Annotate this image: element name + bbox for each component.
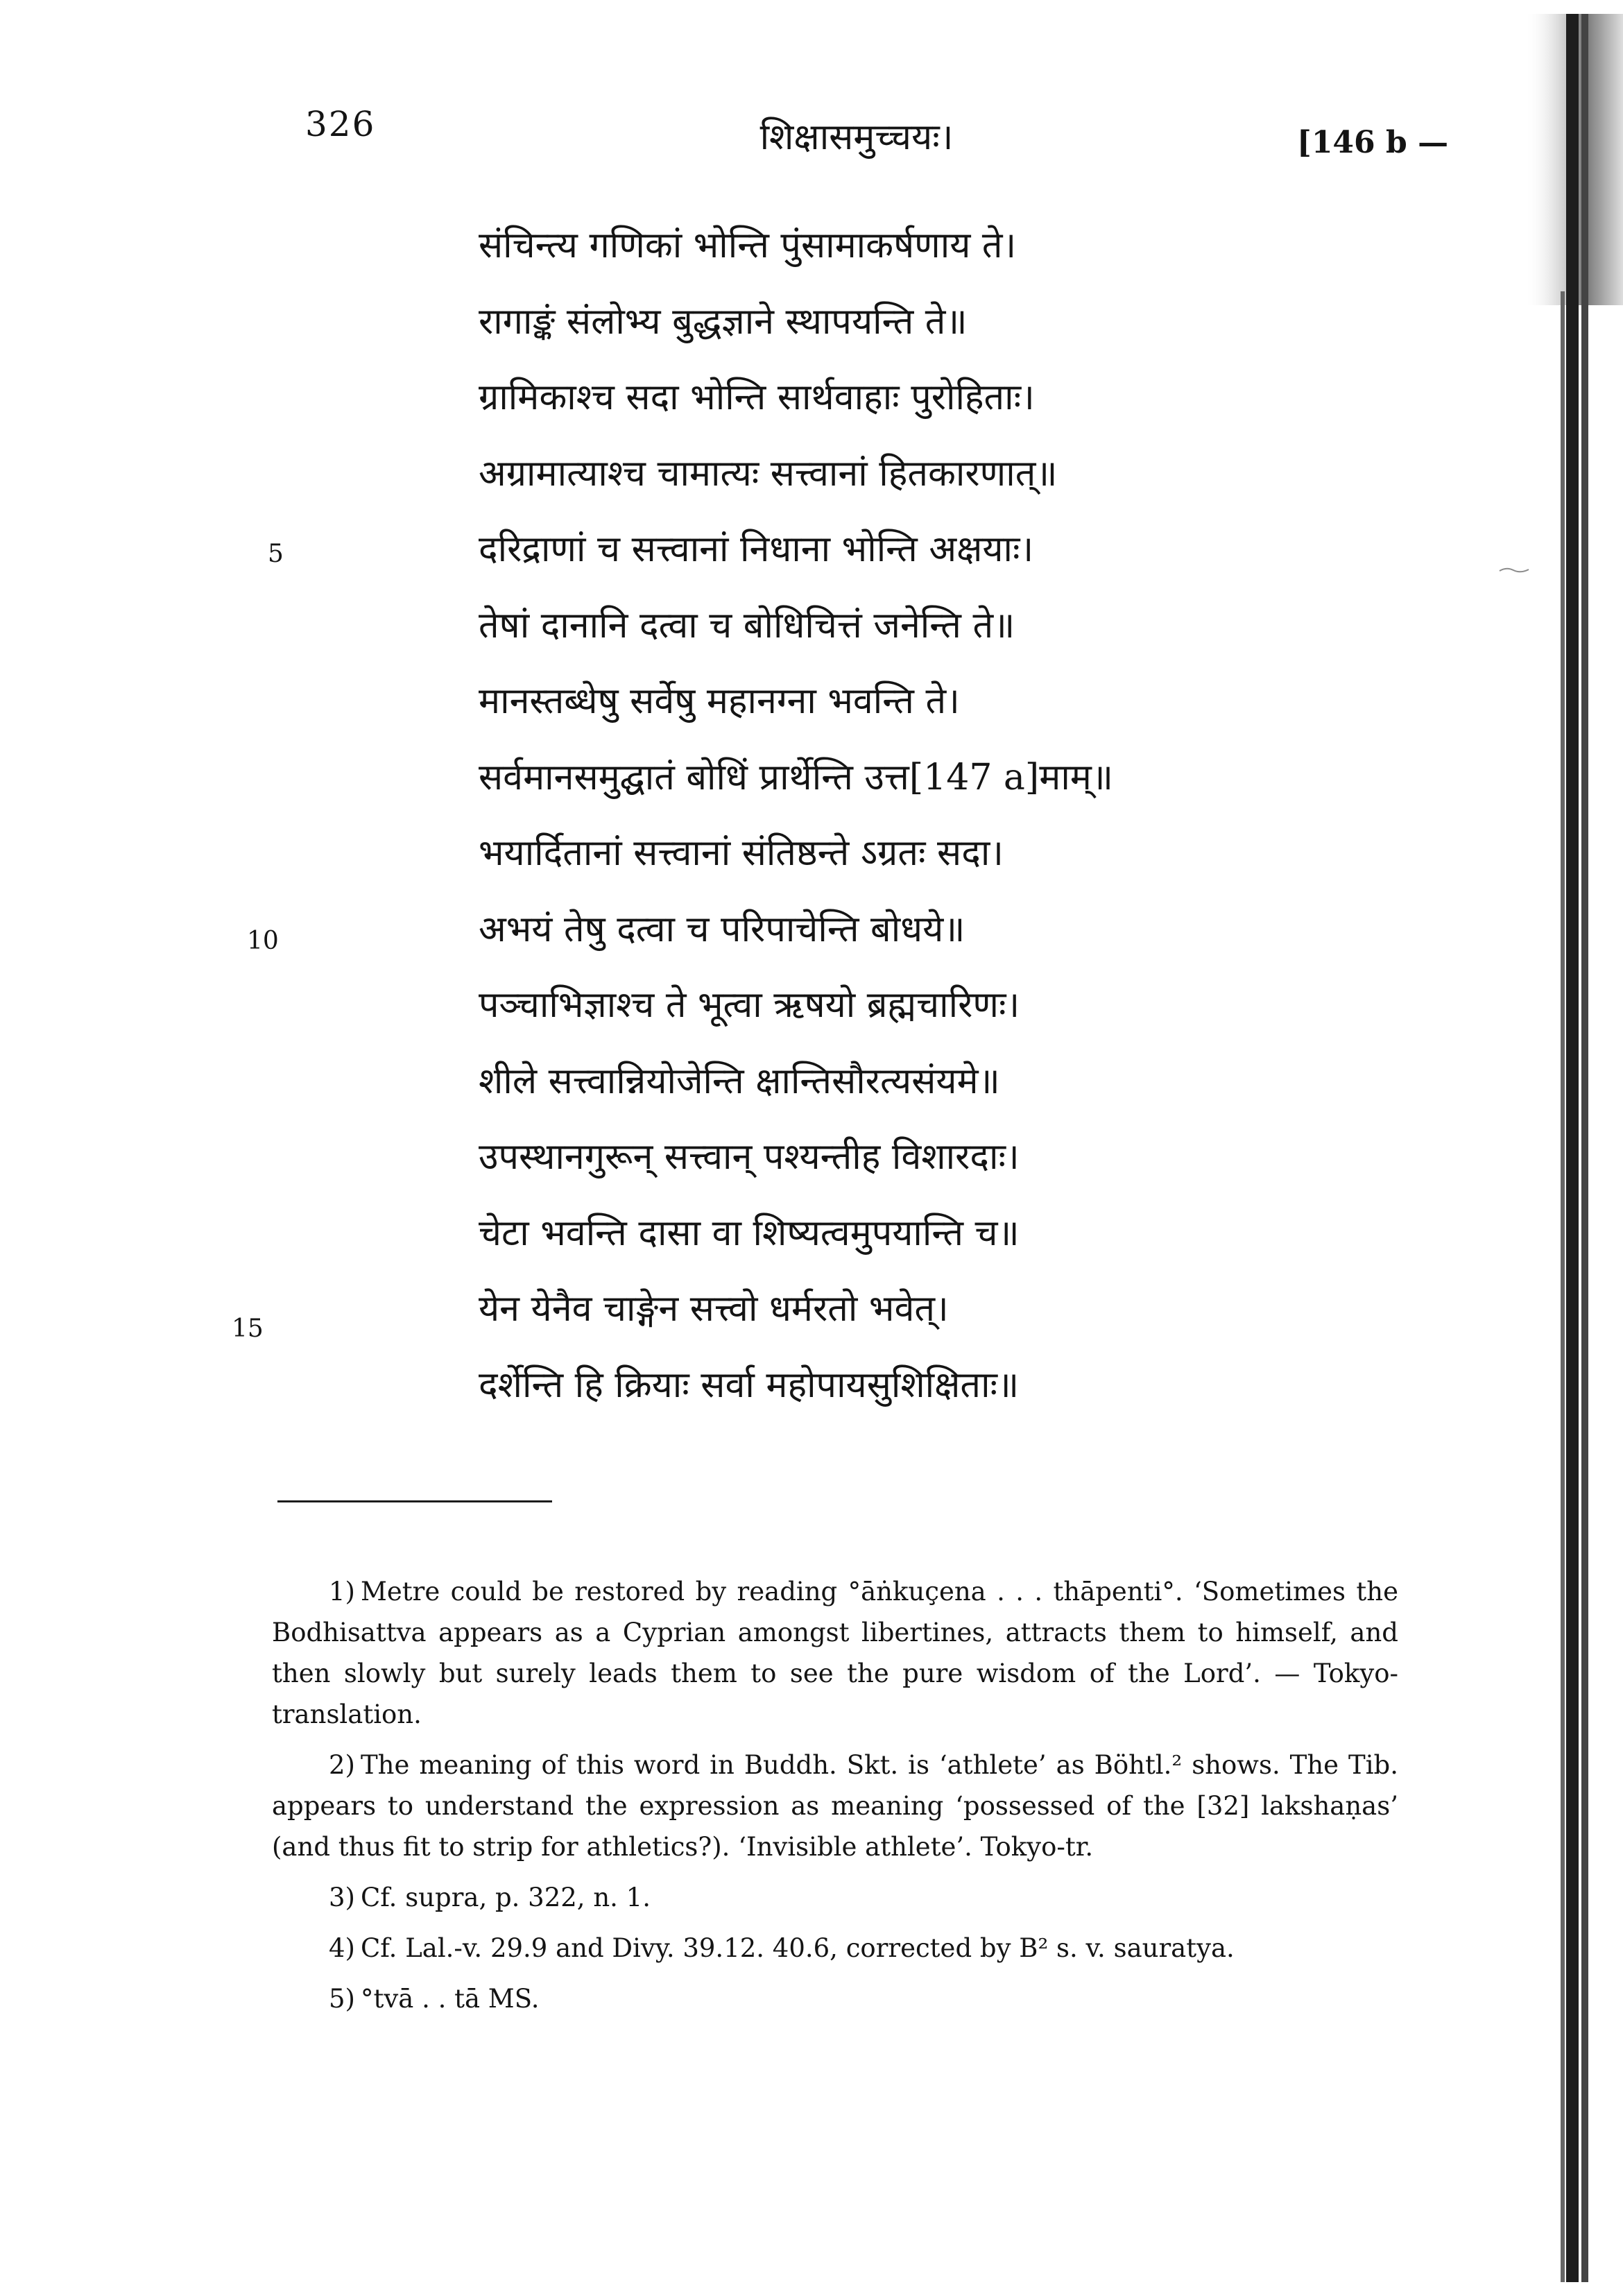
- footnote-text: Metre could be restored by reading °āṅkuçena . . . thāpenti°. ‘Sometimes the Bodhisattva appears as a Cyprian amongst libertines, attracts them to himself, and then slowly but surely leads them to see the pure wisdom of the Lord’. — Tokyo-translation.: [272, 1577, 1398, 1729]
- footnote-mark: 1): [329, 1577, 355, 1607]
- footnote-mark: 4): [329, 1933, 355, 1963]
- footnote-text: Cf. supra, p. 322, n. 1.: [360, 1883, 651, 1912]
- footnote: [272, 1571, 1398, 1735]
- verse-line: दरिद्राणां च सत्त्वानां निधाना भोन्ति अक्षयाः।: [479, 529, 1034, 570]
- footnote-text: The meaning of this word in Buddh. Skt. is ‘athlete’ as Böhtl.² shows. The Tib. appears to understand the expression as meaning ‘possessed of the [32] lakshaṇas’ (and thus fit to strip for athletics?). ‘Invisible athlete’. Tokyo-tr.: [272, 1750, 1398, 1862]
- footnotes: [272, 1571, 1398, 2029]
- footnote: [272, 1978, 1398, 2019]
- scanned-binding-edge: [1525, 14, 1623, 2282]
- line-number-10: 10: [247, 927, 279, 955]
- verse-line: येन येनैव चाङ्गेन सत्त्वो धर्मरतो भवेत्।: [479, 1288, 949, 1330]
- footnote-rule: [277, 1500, 552, 1502]
- verse-line: तेषां दानानि दत्वा च बोधिचित्तं जनेन्ति ते॥: [479, 604, 1015, 646]
- footnote-text: Cf. Lal.-v. 29.9 and Divy. 39.12. 40.6, corrected by B² s. v. sauratya.: [360, 1933, 1235, 1963]
- line-number-5: 5: [268, 540, 284, 568]
- verse-line: चेटा भवन्ति दासा वा शिष्यत्वमुपयान्ति च॥: [479, 1212, 1020, 1254]
- verse-line: अग्रामात्याश्च चामात्यः सत्त्वानां हितकारणात्॥: [479, 452, 1058, 495]
- running-title: शिक्षासमुच्चयः।: [759, 117, 954, 158]
- verse-line: पञ्चाभिज्ञाश्च ते भूत्वा ऋषयो ब्रह्मचारिणः।: [479, 984, 1020, 1026]
- footnote-mark: 3): [329, 1883, 355, 1912]
- verse-line: ग्रामिकाश्च सदा भोन्ति सार्थवाहाः पुरोहिताः।: [479, 377, 1035, 418]
- scan-speck: [1498, 565, 1530, 575]
- footnote-mark: 5): [329, 1984, 355, 2014]
- line-number-15: 15: [232, 1314, 264, 1343]
- verse-line: शीले सत्त्वान्नियोजेन्ति क्षान्तिसौरत्यसंयमे॥: [479, 1060, 1000, 1102]
- page-number: 326: [305, 104, 376, 144]
- footnote: [272, 1877, 1398, 1918]
- footnote: [272, 1745, 1398, 1867]
- folio-reference: [146 b —: [1297, 125, 1449, 160]
- verse-line: रागाङ्कं संलोभ्य बुद्धज्ञाने स्थापयन्ति ते॥: [479, 300, 968, 343]
- verse-line: संचिन्त्य गणिकां भोन्ति पुंसामाकर्षणाय ते।: [479, 225, 1017, 266]
- footnote-text: °tvā . . tā MS.: [360, 1984, 540, 2014]
- verse-line: दर्शेन्ति हि क्रियाः सर्वा महोपायसुशिक्षिताः॥: [479, 1364, 1020, 1406]
- footnote: [272, 1928, 1398, 1969]
- footnote-mark: 2): [329, 1750, 355, 1780]
- verse-line: मानस्तब्धेषु सर्वेषु महानग्ना भवन्ति ते।: [479, 680, 960, 722]
- verse-line: उपस्थानगुरून् सत्त्वान् पश्यन्तीह विशारदाः।: [479, 1136, 1020, 1178]
- verse-line: सर्वमानसमुद्घातं बोधिं प्रार्थेन्ति उत्त[147 a]माम्॥: [479, 756, 1114, 798]
- verse-line: भयार्दितानां सत्त्वानां संतिष्ठन्ते ऽग्रतः सदा।: [479, 832, 1004, 874]
- verse-line: अभयं तेषु दत्वा च परिपाचेन्ति बोधये॥: [479, 908, 965, 950]
- verse-block: [479, 208, 1113, 1423]
